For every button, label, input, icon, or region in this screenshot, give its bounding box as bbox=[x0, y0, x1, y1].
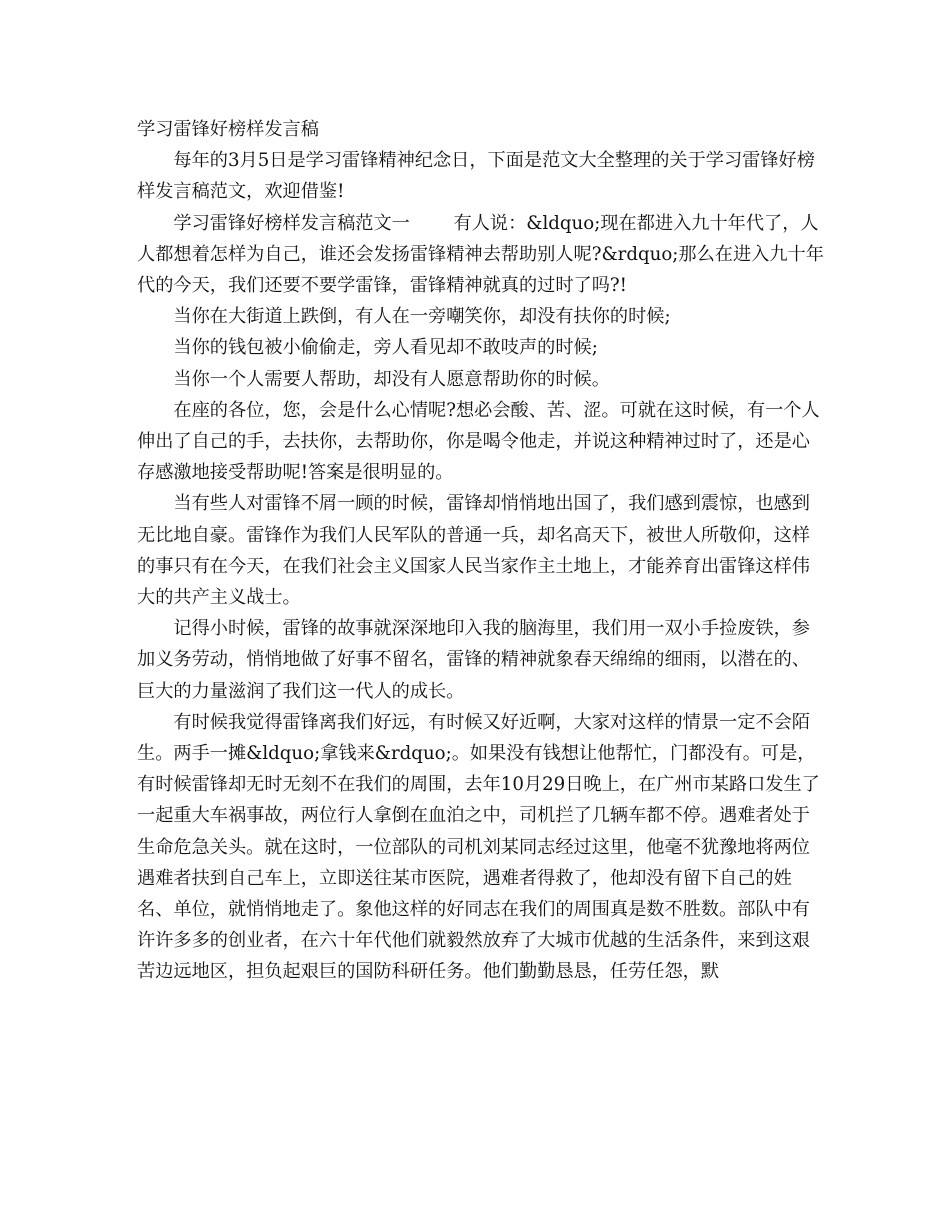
paragraph-need-help: 当你一个人需要人帮助，却没有人愿意帮助你的时候。 bbox=[173, 368, 610, 390]
paragraph-fall-down: 当你在大街道上跌倒，有人在一旁嘲笑你，却没有扶你的时候; bbox=[173, 306, 671, 328]
intro-paragraph: 每年的3月5日是学习雷锋精神纪念日，下面是范文大全整理的关于学习雷锋好榜样发言稿范文，欢迎借鉴! bbox=[137, 150, 815, 203]
paragraph-audience: 在座的各位，您，会是什么心情呢?想必会酸、苦、涩。可就在这时候，有一个人伸出了自己的手，去扶你，去帮助你，你是喝令他走，并说这种精神过时了，还是心存感激地接受帮助呢!答案是很明显的。 bbox=[137, 399, 820, 484]
paragraph-childhood: 记得小时候，雷锋的故事就深深地印入我的脑海里，我们用一双小手捡废铁，参加义务劳动，悄悄地做了好事不留名，雷锋的精神就象春天绵绵的细雨，以潜在的、巨大的力量滋润了我们这一代人的成长。 bbox=[137, 618, 810, 702]
sample-one-heading: 学习雷锋好榜样发言稿范文一 bbox=[173, 212, 410, 234]
sample-one-body: 有人说：&ldquo;现在都进入九十年代了，人人都想着怎样为自己，谁还会发扬雷锋精神去帮助别人呢?&rdquo;那么在进入九十年代的今天，我们还要不要学雷锋，雷锋精神就真的过时了吗?! bbox=[137, 212, 824, 297]
sample-one-paragraph bbox=[137, 208, 827, 302]
paragraph-leifeng-abroad: 当有些人对雷锋不屑一顾的时候，雷锋却悄悄地出国了，我们感到震惊，也感到无比地自豪。雷锋作为我们人民军队的普通一兵，却名高天下，被世人所敬仰，这样的事只有在今天，在我们社会主义国家人民当家作主土地上，才能养育出雷锋这样伟大的共产主义战士。 bbox=[137, 493, 810, 609]
paragraph-wallet-stolen: 当你的钱包被小偷偷走，旁人看见却不敢吱声的时候; bbox=[173, 337, 598, 359]
paragraph-near-and-far: 有时候我觉得雷锋离我们好远，有时候又好近啊，大家对这样的情景一定不会陌生。两手一摊&ldquo;拿钱来&rdquo;。如果没有钱想让他帮忙，门都没有。可是，有时候雷锋却无时无刻不在我们的周围，去年10月29日晚上，在广州市某路口发生了一起重大车祸事故，两位行人拿倒在血泊之中，司机拦了几辆车都不停。遇难者处于生命危急关头。就在这时，一位部队的司机刘某同志经过这里，他毫不犹豫地将两位遇难者扶到自己车上，立即送往某市医院，遇难者得救了，他却没有留下自己的姓名、单位，就悄悄地走了。象他这样的好同志在我们的周围真是数不胜数。部队中有许许多多的创业者，在六十年代他们就毅然放弃了大城市优越的生活条件，来到这艰苦边远地区，担负起艰巨的国防科研任务。他们勤勤恳恳，任劳任怨，默 bbox=[137, 711, 820, 983]
document-body bbox=[137, 114, 827, 988]
document-title: 学习雷锋好榜样发言稿 bbox=[137, 119, 319, 140]
